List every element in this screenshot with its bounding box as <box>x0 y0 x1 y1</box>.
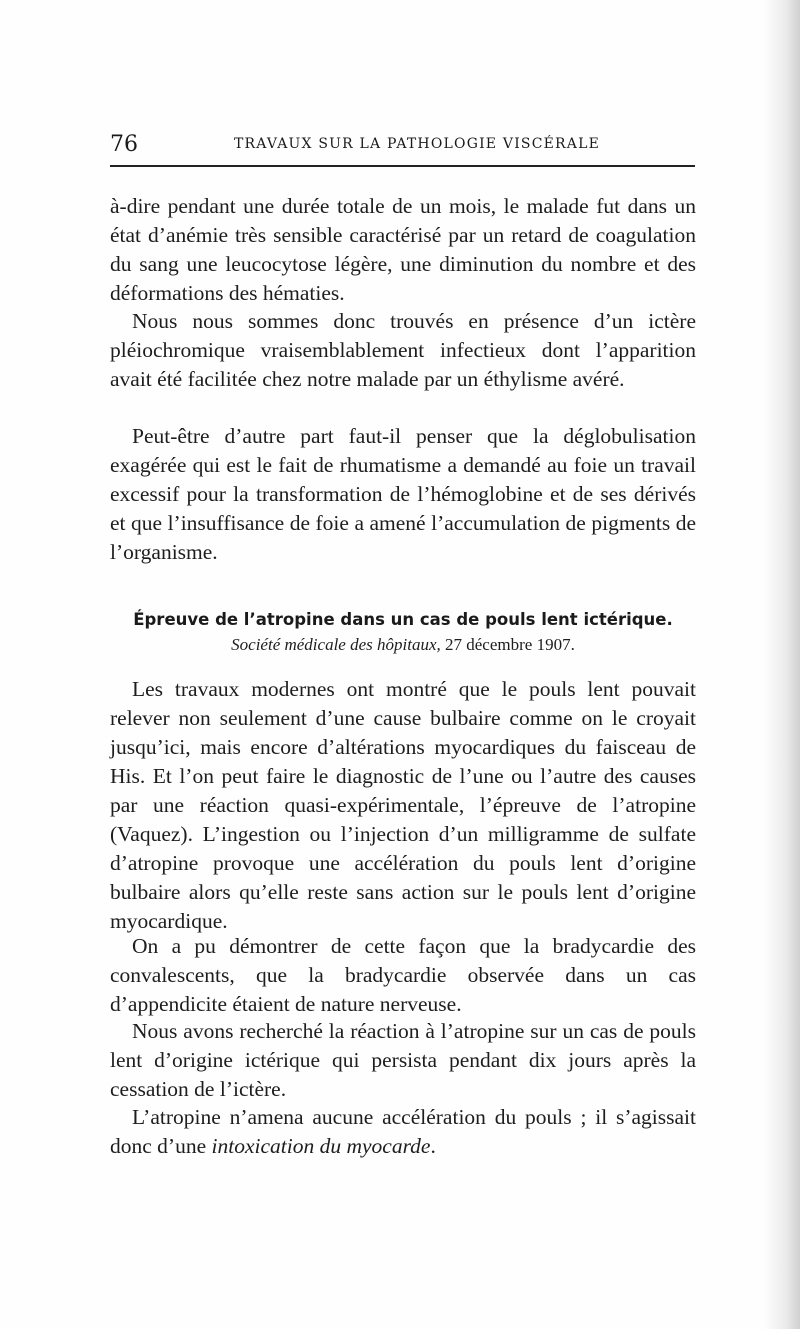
paragraph-bradycardie: On a pu démontrer de cette façon que la bradycardie des convalescents, que la bradycardie observée dans un cas d’appendicite étaient de nature nerveuse. <box>110 934 696 1016</box>
paragraph-conclusion <box>110 1103 696 1161</box>
section-title: Épreuve de l’atropine dans un cas de pouls lent ictérique. <box>133 610 673 629</box>
running-title: TRAVAUX SUR LA PATHOLOGIE VISCÉRALE <box>234 136 601 152</box>
conclusion-italic: intoxication du myocarde <box>211 1134 431 1158</box>
page-number: 76 <box>110 132 138 157</box>
header-rule <box>110 165 695 167</box>
paragraph-travaux-modernes: Les travaux modernes ont montré que le pouls lent pouvait relever non seulement d’une cause bulbaire comme on le croyait jusqu’ici, mais encore d’altérations myocardiques du faisceau de His. Et l’on peut faire le diagnostic de l’une ou l’autre des causes par une réaction quasi-expérimentale, l’épreuve de l’atropine (Vaquez). L’ingestion ou l’injection d’un milligramme de sulfate d’atropine provoque une accélération du pouls lent d’origine bulbaire alors qu’elle reste sans action sur le pouls lent d’origine myocardique. <box>110 677 696 933</box>
paragraph-recherche: Nous avons recherché la réaction à l’atropine sur un cas de pouls lent d’origine ictérique qui persista pendant dix jours après la cessation de l’ictère. <box>110 1019 696 1101</box>
conclusion-text: L’atropine n’amena aucune accélération du pouls ; il s’agissait donc d’une <box>110 1105 696 1158</box>
paragraph-deglobulisation: Peut-être d’autre part faut-il penser que la déglobulisation exagérée qui est le fait de rhumatisme a demandé au foie un travail excessif pour la transformation de l’hémoglobine et de ses dérivés et que l’insuffisance de foie a amené l’accumulation de pigments de l’organisme. <box>110 424 696 564</box>
page-header <box>110 128 695 160</box>
page-edge-shadow <box>764 0 800 1329</box>
section-source <box>110 633 696 657</box>
conclusion-end: . <box>430 1134 436 1158</box>
source-date: 27 décembre 1907. <box>440 635 575 654</box>
source-society: Société médicale des hôpitaux, <box>231 635 441 654</box>
paragraph-continuation: à-dire pendant une durée totale de un mois, le malade fut dans un état d’anémie très sensible caractérisé par un retard de coagulation du sang une leucocytose légère, une diminution du nombre et des déformations des hématies. <box>110 194 696 305</box>
paragraph-ictere: Nous nous sommes donc trouvés en présence d’un ictère pléiochromique vraisemblablement infectieux dont l’apparition avait été facilitée chez notre malade par un éthylisme avéré. <box>110 309 696 391</box>
